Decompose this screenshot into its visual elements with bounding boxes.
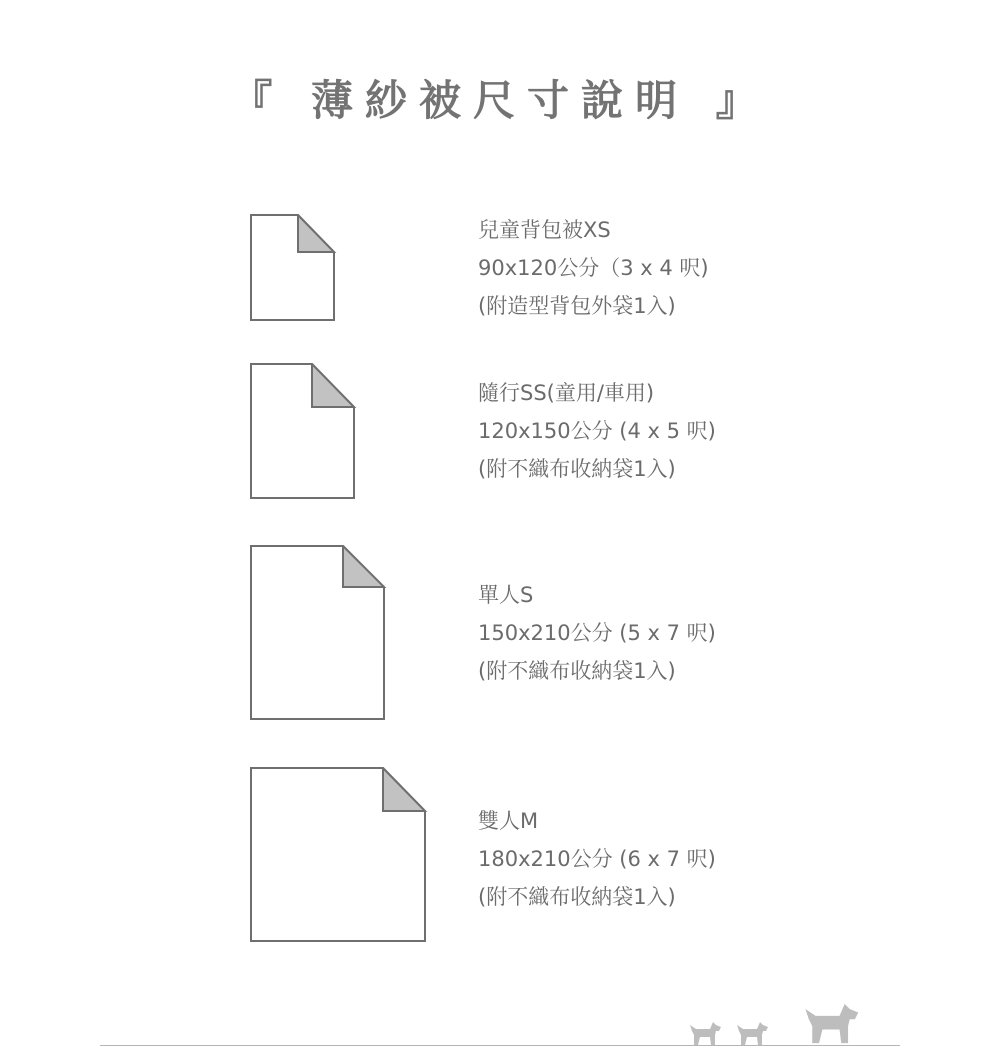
dog-icon-large	[802, 996, 860, 1050]
dog-icon-small-2	[735, 1019, 769, 1049]
item-note: (附不織布收納袋1入)	[478, 457, 676, 481]
item-ss-info	[478, 374, 716, 488]
dog-icon-small-1	[688, 1019, 722, 1049]
item-size: 120x150公分 (4 x 5 呎)	[478, 419, 716, 443]
item-xs-info	[478, 211, 709, 325]
document-icon-xs	[250, 214, 338, 322]
item-s-info	[478, 576, 716, 690]
item-size: 150x210公分 (5 x 7 呎)	[478, 621, 716, 645]
footer-divider	[100, 1045, 900, 1046]
item-note: (附造型背包外袋1入)	[478, 294, 676, 318]
document-icon-m	[250, 767, 428, 945]
item-name: 單人S	[478, 583, 534, 607]
item-size: 180x210公分 (6 x 7 呎)	[478, 847, 716, 871]
document-icon-ss	[250, 363, 358, 501]
item-name: 雙人M	[478, 809, 539, 833]
item-size: 90x120公分（3 x 4 呎)	[478, 256, 709, 280]
item-name: 隨行SS(童用/車用)	[478, 381, 655, 405]
item-note: (附不織布收納袋1入)	[478, 885, 676, 909]
item-name: 兒童背包被XS	[478, 218, 611, 242]
page-title: 『 薄紗被尺寸說明 』	[230, 76, 770, 125]
item-note: (附不織布收納袋1入)	[478, 659, 676, 683]
item-m-info	[478, 802, 716, 916]
document-icon-s	[250, 545, 388, 723]
